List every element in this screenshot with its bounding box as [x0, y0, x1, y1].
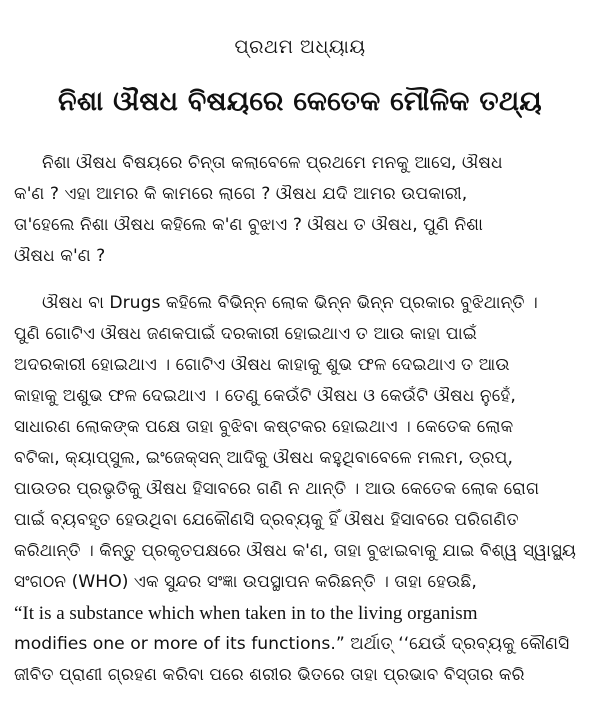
paragraph-line: ଜୀବିତ ପ୍ରାଣୀ ଗ୍ରହଣ କରିବା ପରେ ଶରୀର ଭିତରେ ତାହା ପ୍ରଭାବ ବିସ୍ତାର କରି [14, 665, 525, 685]
paragraph-line: ପୁଣି ଗୋଟିଏ ଔଷଧ ଜଣକପାଇଁ ଦରକାରୀ ହୋଇଥାଏ ତ ଆଉ କାହା ପାଇଁ [14, 324, 477, 344]
paragraph-line: ତା'ହେଲେ ନିଶା ଔଷଧ କହିଲେ କ'ଣ ବୁଝାଏ ? ଔଷଧ ତ ଔଷଧ, ପୁଣି ନିଶା [14, 215, 483, 235]
paragraph-line-english-quote: “It is a substance which when taken in to the living organism [14, 603, 478, 624]
paragraph-line: ଔଷଧ ବା Drugs କହିଲେ ବିଭିନ୍ନ ଲୋକ ଭିନ୍ନ ଭିନ୍ନ ପ୍ରକାର ବୁଝିଥାନ୍ତି । [42, 293, 538, 313]
paragraph-line: କାହାକୁ ଅଶୁଭ ଫଳ ଦେଇଥାଏ । ତେଣୁ କେଉଁଟି ଔଷଧ ଓ କେଉଁଟି ଔଷଧ ନୁହେଁ, [14, 386, 516, 406]
page-title: ନିଶା ଔଷଧ ବିଷୟରେ କେତେକ ମୌଳିକ ତଥ୍ୟ [58, 86, 542, 117]
paragraph-line: ପାଇଁ ବ୍ୟବହୃତ ହେଉଥିବା ଯେକୌଣସି ଦ୍ରବ୍ୟକୁ ହିଁ ଔଷଧ ହିସାବରେ ପରିଗଣିତ [14, 510, 519, 530]
paragraph-line: ଅଦରକାରୀ ହୋଇଥାଏ । ଗୋଟିଏ ଔଷଧ କାହାକୁ ଶୁଭ ଫଳ ଦେଇଥାଏ ତ ଆଉ [14, 355, 510, 375]
paragraph-line: ବଟିକା, କ୍ୟାପ୍ସୁଲ, ଇଂଜେକ୍ସନ୍ ଆଦିକୁ ଔଷଧ କହୁଥିବାବେଳେ ମଲମ, ଡ୍ରପ୍, [14, 448, 513, 468]
paragraph-1 [14, 148, 588, 272]
paragraph-line: modifies one or more of its functions.” ଅର୍ଥାତ୍ ‘‘ଯେଉଁ ଦ୍ରବ୍ୟକୁ କୌଣସି [14, 634, 570, 654]
paragraph-line: କ'ଣ ? ଏହା ଆମର କି କାମରେ ଲାଗେ ? ଔଷଧ ଯଦି ଆମର ଉପକାରୀ, [14, 184, 468, 204]
paragraph-line: ପାଉଡର ପ୍ରଭୃତିକୁ ଔଷଧ ହିସାବରେ ଗଣି ନ ଥାନ୍ତି । ଆଉ କେତେକ ଲୋକ ରୋଗ [14, 479, 540, 499]
paragraph-line: ଔଷଧ କ'ଣ ? [14, 246, 106, 266]
paragraph-line: ସଂଗଠନ (WHO) ଏକ ସୁନ୍ଦର ସଂଜ୍ଞା ଉପସ୍ଥାପନ କରିଛନ୍ତି । ତାହା ହେଉଛି, [14, 572, 477, 592]
chapter-heading: ପ୍ରଥମ ଅଧ୍ୟାୟ [234, 36, 366, 58]
paragraph-line: ସାଧାରଣ ଲୋକଙ୍କ ପକ୍ଷେ ତାହା ବୁଝିବା କଷ୍ଟକର ହୋଇଥାଏ । କେତେକ ଲୋକ [14, 417, 514, 437]
paragraph-2 [14, 288, 588, 691]
paragraph-line: ନିଶା ଔଷଧ ବିଷୟରେ ଚିନ୍ତା କଲାବେଳେ ପ୍ରଥମେ ମନକୁ ଆସେ, ଔଷଧ [42, 153, 503, 173]
paragraph-line: କରିଥାନ୍ତି । କିନ୍ତୁ ପ୍ରକୃତପକ୍ଷରେ ଔଷଧ କ'ଣ, ତାହା ବୁଝାଇବାକୁ ଯାଇ ବିଶ୍ୱ ସ୍ୱାସ୍ଥ୍ୟ [14, 541, 577, 561]
